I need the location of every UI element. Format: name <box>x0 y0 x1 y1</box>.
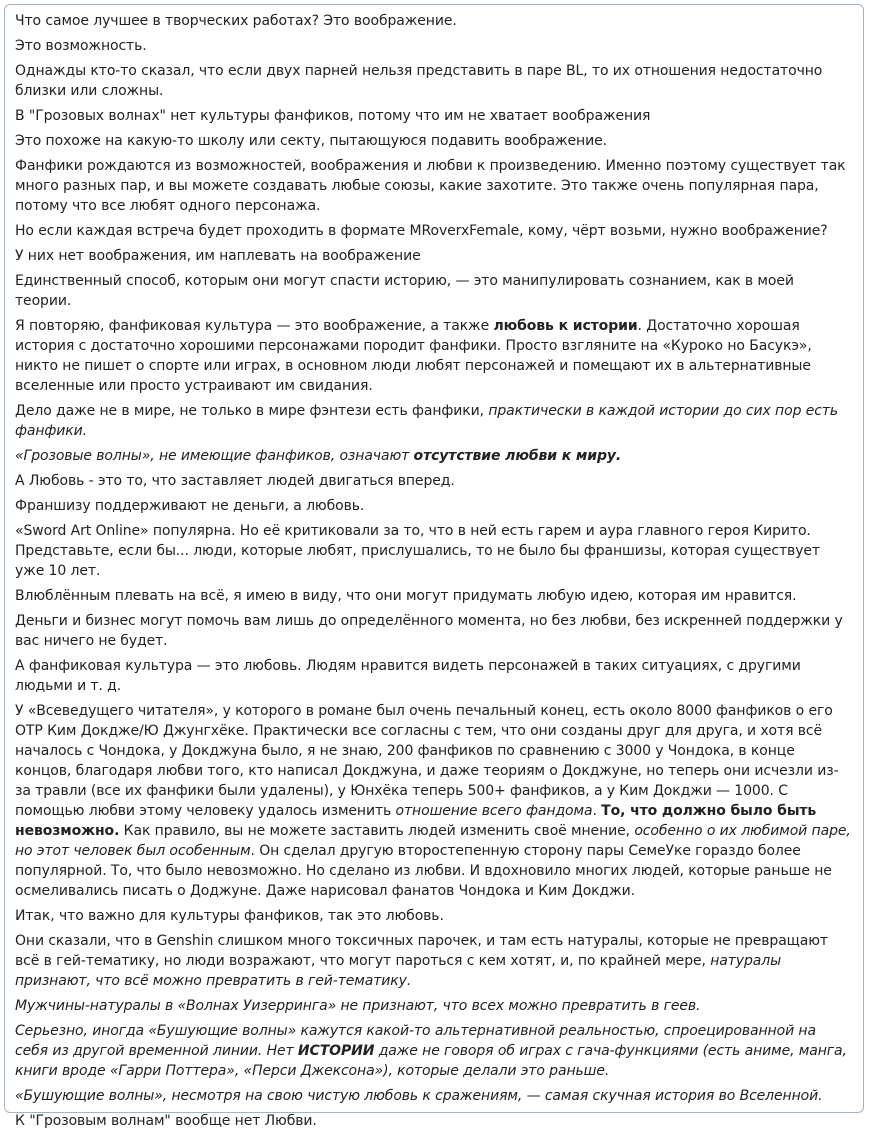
text-run: «Sword Art Online» популярна. Но её критиковали за то, что в ней есть гарем и аура главного героя Кирито. Представьте, если бы... люди, которые любят, прислушались, то не было бы франшизы, которая существует уже 10 лет. <box>15 523 820 579</box>
paragraph <box>15 221 853 241</box>
paragraph <box>15 656 853 696</box>
paragraph <box>15 61 853 101</box>
text-run: Франшизу поддерживают не деньги, а любовь. <box>15 498 365 514</box>
emphasis-text: отсутствие любви к миру. <box>413 448 622 464</box>
post-body <box>4 4 864 1129</box>
paragraph <box>15 1086 853 1106</box>
paragraph <box>15 446 853 466</box>
text-run: Фанфики рождаются из возможностей, воображения и любви к произведению. Именно поэтому существует так много разных пар, и вы можете создавать любые союзы, какие захотите. Это также очень популярная пара, потому что все любят одного персонажа. <box>15 158 846 214</box>
paragraph <box>15 1021 853 1081</box>
emphasis-text: любовь к истории <box>493 318 638 334</box>
paragraph <box>15 401 853 441</box>
paragraph <box>15 106 853 126</box>
text-run: Это похоже на какую-то школу или секту, пытающуюся подавить воображение. <box>15 133 607 149</box>
paragraph <box>15 701 853 901</box>
paragraph <box>15 586 853 606</box>
emphasis-text: натуралы признают, что всё можно превратить в гей-тематику. <box>15 953 782 989</box>
emphasis-text: Серьезно, иногда «Бушующие волны» кажутся какой-то альтернативной реальностью, спроецированной на себя из другой временной линии. Нет <box>15 1023 816 1059</box>
text-run: Это возможность. <box>15 38 147 54</box>
text-run: Они сказали, что в Genshin слишком много токсичных парочек, и там есть натуралы, которые не превращают всё в гей-тематику, но люди возражают, что могут пароться с кем хотят, и, по крайней мере, <box>15 933 828 969</box>
paragraph <box>15 1111 853 1131</box>
emphasis-text: отношение всего фандома <box>395 803 593 819</box>
paragraph <box>15 131 853 151</box>
text-run: Я повторяю, фанфиковая культура — это воображение, а также <box>15 318 494 334</box>
text-run: . <box>592 803 602 819</box>
paragraph <box>15 906 853 926</box>
emphasis-text: практически в каждой истории до сих пор есть фанфики. <box>15 403 839 439</box>
paragraph <box>15 931 853 991</box>
text-run: Но если каждая встреча будет проходить в формате MRoverxFemale, кому, чёрт возьми, нужно воображение? <box>15 223 828 239</box>
text-run: У них нет воображения, им наплевать на воображение <box>15 248 421 264</box>
emphasis-text: даже не говоря об играх с гача-функциями (есть аниме, манга, книги вроде «Гарри Поттера», «Перси Джексона»), которые делали это раньше. <box>15 1043 847 1079</box>
paragraph <box>15 316 853 396</box>
paragraph <box>15 271 853 311</box>
text-run: Как правило, вы не можете заставить людей изменить своё мнение, <box>119 823 635 839</box>
text-run: Дело даже не в мире, не только в мире фэнтези есть фанфики, <box>15 403 489 419</box>
emphasis-text: ИСТОРИИ <box>297 1043 375 1059</box>
text-run: А фанфиковая культура — это любовь. Людям нравится видеть персонажей в таких ситуациях, с другими людьми и т. д. <box>15 658 801 694</box>
text-run: У «Всеведущего читателя», у которого в романе был очень печальный конец, есть около 8000 фанфиков о его ОТР Ким Докдже/Ю Джунгхёке. Практически все согласны с тем, что они созданы друг для друга, и хотя всё началось с Чондока, у Докджуна было, я не знаю, 200 фанфиков по сравнению с 3000 у Чондока, в конце концов, благодаря любви того, кто написал Докджуна, и даже теориям о Докджуне, но теперь они исчезли из-за травли (все их фанфики были удалены), у Юнхёка теперь 500+ фанфиков, а у Ким Докджи — 1000. С помощью любви этому человеку удалось изменить <box>15 703 839 819</box>
text-run: В "Грозовых волнах" нет культуры фанфиков, потому что им не хватает воображения <box>15 108 651 124</box>
text-run: . Достаточно хорошая история с достаточно хорошими персонажами породит фанфики. Просто взгляните на «Куроко но Басукэ», никто не пишет о спорте или играх, в основном люди любят персонажей и помещают их в альтернативные вселенные или просто устраивают им свидания. <box>15 318 812 394</box>
text-run: Однажды кто-то сказал, что если двух парней нельзя представить в паре BL, то их отношения недостаточно близки или сложны. <box>15 63 823 99</box>
paragraph <box>15 11 853 31</box>
text-run: Итак, что важно для культуры фанфиков, так это любовь. <box>15 908 444 924</box>
paragraph <box>15 496 853 516</box>
emphasis-text: Мужчины-натуралы в «Волнах Уизерринга» не признают, что всех можно превратить в геев. <box>15 998 701 1014</box>
paragraph <box>15 521 853 581</box>
emphasis-text: То, что должно было быть невозможно. <box>15 803 817 839</box>
emphasis-text: «Бушующие волны», несмотря на свою чистую любовь к сражениям, — самая скучная история во Вселенной. <box>15 1088 823 1104</box>
paragraph <box>15 246 853 266</box>
text-run: Единственный способ, которым они могут спасти историю, — это манипулировать сознанием, как в моей теории. <box>15 273 794 309</box>
emphasis-text: особенно о их любимой паре, но этот человек был особенным <box>15 823 851 859</box>
paragraph <box>15 156 853 216</box>
text-run: . Он сделал другую второстепенную сторону пары СемеУке гораздо более популярной. То, что было невозможно. Но сделано из любви. И вдохновило многих людей, которые раньше не осмеливались писать о Доджуне. Даже нарисовал фанатов Чондока и Ким Докджи. <box>15 843 832 899</box>
paragraph <box>15 471 853 491</box>
emphasis-text: «Грозовые волны», не имеющие фанфиков, означают <box>15 448 414 464</box>
text-run: Влюблённым плевать на всё, я имею в виду, что они могут придумать любую идею, которая им нравится. <box>15 588 797 604</box>
paragraph <box>15 996 853 1016</box>
text-run: К "Грозовым волнам" вообще нет Любви. <box>15 1113 317 1129</box>
text-run: Что самое лучшее в творческих работах? Это воображение. <box>15 13 457 29</box>
text-run: А Любовь - это то, что заставляет людей двигаться вперед. <box>15 473 455 489</box>
paragraph <box>15 36 853 56</box>
text-run: Деньги и бизнес могут помочь вам лишь до определённого момента, но без любви, без искренней поддержки у вас ничего не будет. <box>15 613 843 649</box>
paragraph <box>15 611 853 651</box>
